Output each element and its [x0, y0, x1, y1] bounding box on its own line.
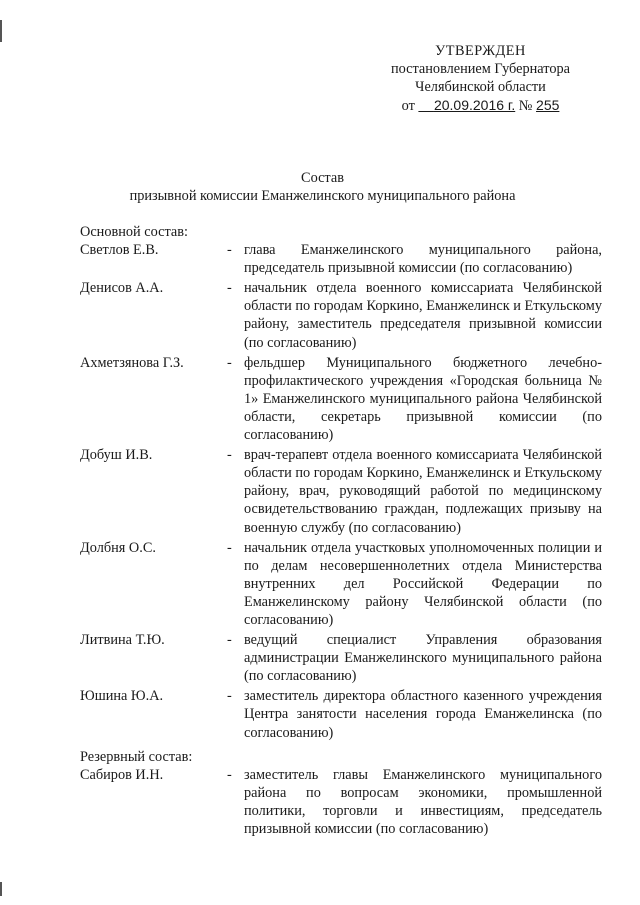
member-row — [80, 446, 602, 536]
main-section-heading: Основной состав: — [80, 224, 188, 240]
member-role: начальник отдела военного комиссариата Челябинской области по городам Коркино, Еманжелинск и Еткульскому району, заместитель председателя призывной комиссии (по согласованию) — [244, 280, 602, 351]
approval-line-1: постановлением Губернатора — [391, 61, 570, 77]
member-role: начальник отдела участковых уполномоченных полиции и по делам несовершеннолетних отдела Министерства внутренних дел Российской Федерации по Еманжелинскому району Челябинской области (по согласованию) — [244, 539, 602, 628]
approval-line-2: Челябинской области — [415, 79, 546, 95]
member-dash: - — [227, 242, 232, 259]
member-dash: - — [227, 354, 232, 371]
approval-title: УТВЕРЖДЕН — [435, 43, 526, 59]
member-role: фельдшер Муниципального бюджетного лечебно-профилактического учреждения «Городская больница № 1» Еманжелинского муниципального района Челябинской области, секретарь призывной комиссии (по согласованию) — [244, 354, 602, 444]
member-row — [80, 766, 602, 838]
member-row — [80, 539, 602, 629]
document-title — [60, 169, 585, 205]
member-row — [80, 241, 602, 277]
member-name: Сабиров И.Н. — [80, 766, 164, 783]
member-name: Добуш И.В. — [80, 447, 153, 464]
member-name: Долбня О.С. — [80, 539, 156, 556]
member-role: заместитель директора областного казенного учреждения Центра занятости населения города Еманжелинска (по согласованию) — [244, 688, 602, 741]
member-dash: - — [227, 280, 232, 297]
member-role: врач-терапевт отдела военного комиссариата Челябинской области по городам Коркино, Еманжелинск и Еткульскому району, врач, руководящий работой по медицинскому освидетельствованию граждан, подлежащих призыву на военную службу (по согласованию) — [244, 447, 602, 536]
member-dash: - — [227, 766, 232, 783]
commission-roster — [80, 223, 602, 840]
scan-edge-mark-top — [0, 20, 2, 42]
approval-number: 255 — [536, 97, 560, 113]
member-row — [80, 631, 602, 685]
member-role: глава Еманжелинского муниципального района, председатель призывной комиссии (по согласованию) — [244, 242, 602, 277]
member-row — [80, 354, 602, 444]
member-name: Светлов Е.В. — [80, 242, 159, 259]
approval-stamp — [378, 42, 583, 115]
scan-edge-mark-bottom — [0, 882, 2, 896]
member-row — [80, 687, 602, 741]
member-name: Юшина Ю.А. — [80, 688, 164, 705]
member-name: Ахметзянова Г.З. — [80, 354, 184, 371]
document-title-line-1: Состав — [301, 170, 344, 186]
approval-date-value: 20.09.2016 г. — [433, 97, 516, 113]
member-name: Денисов А.А. — [80, 280, 164, 297]
member-dash: - — [227, 447, 232, 464]
member-dash: - — [227, 688, 232, 705]
member-dash: - — [227, 632, 232, 649]
member-role: заместитель главы Еманжелинского муниципального района по вопросам экономики, промышленной политики, торговли и инвестициям, председатель призывной комиссии (по согласованию) — [244, 766, 602, 837]
reserve-section-heading: Резервный состав: — [80, 748, 193, 765]
approval-date — [418, 97, 515, 113]
approval-dateline — [378, 96, 583, 115]
member-role: ведущий специалист Управления образования администрации Еманжелинского муниципального района (по согласованию) — [244, 632, 602, 685]
number-prefix: № — [518, 98, 533, 114]
date-prefix: от — [401, 98, 415, 114]
member-dash: - — [227, 539, 232, 556]
document-title-line-2: призывной комиссии Еманжелинского муниципального района — [129, 188, 516, 204]
member-name: Литвина Т.Ю. — [80, 632, 165, 649]
member-row — [80, 279, 602, 351]
